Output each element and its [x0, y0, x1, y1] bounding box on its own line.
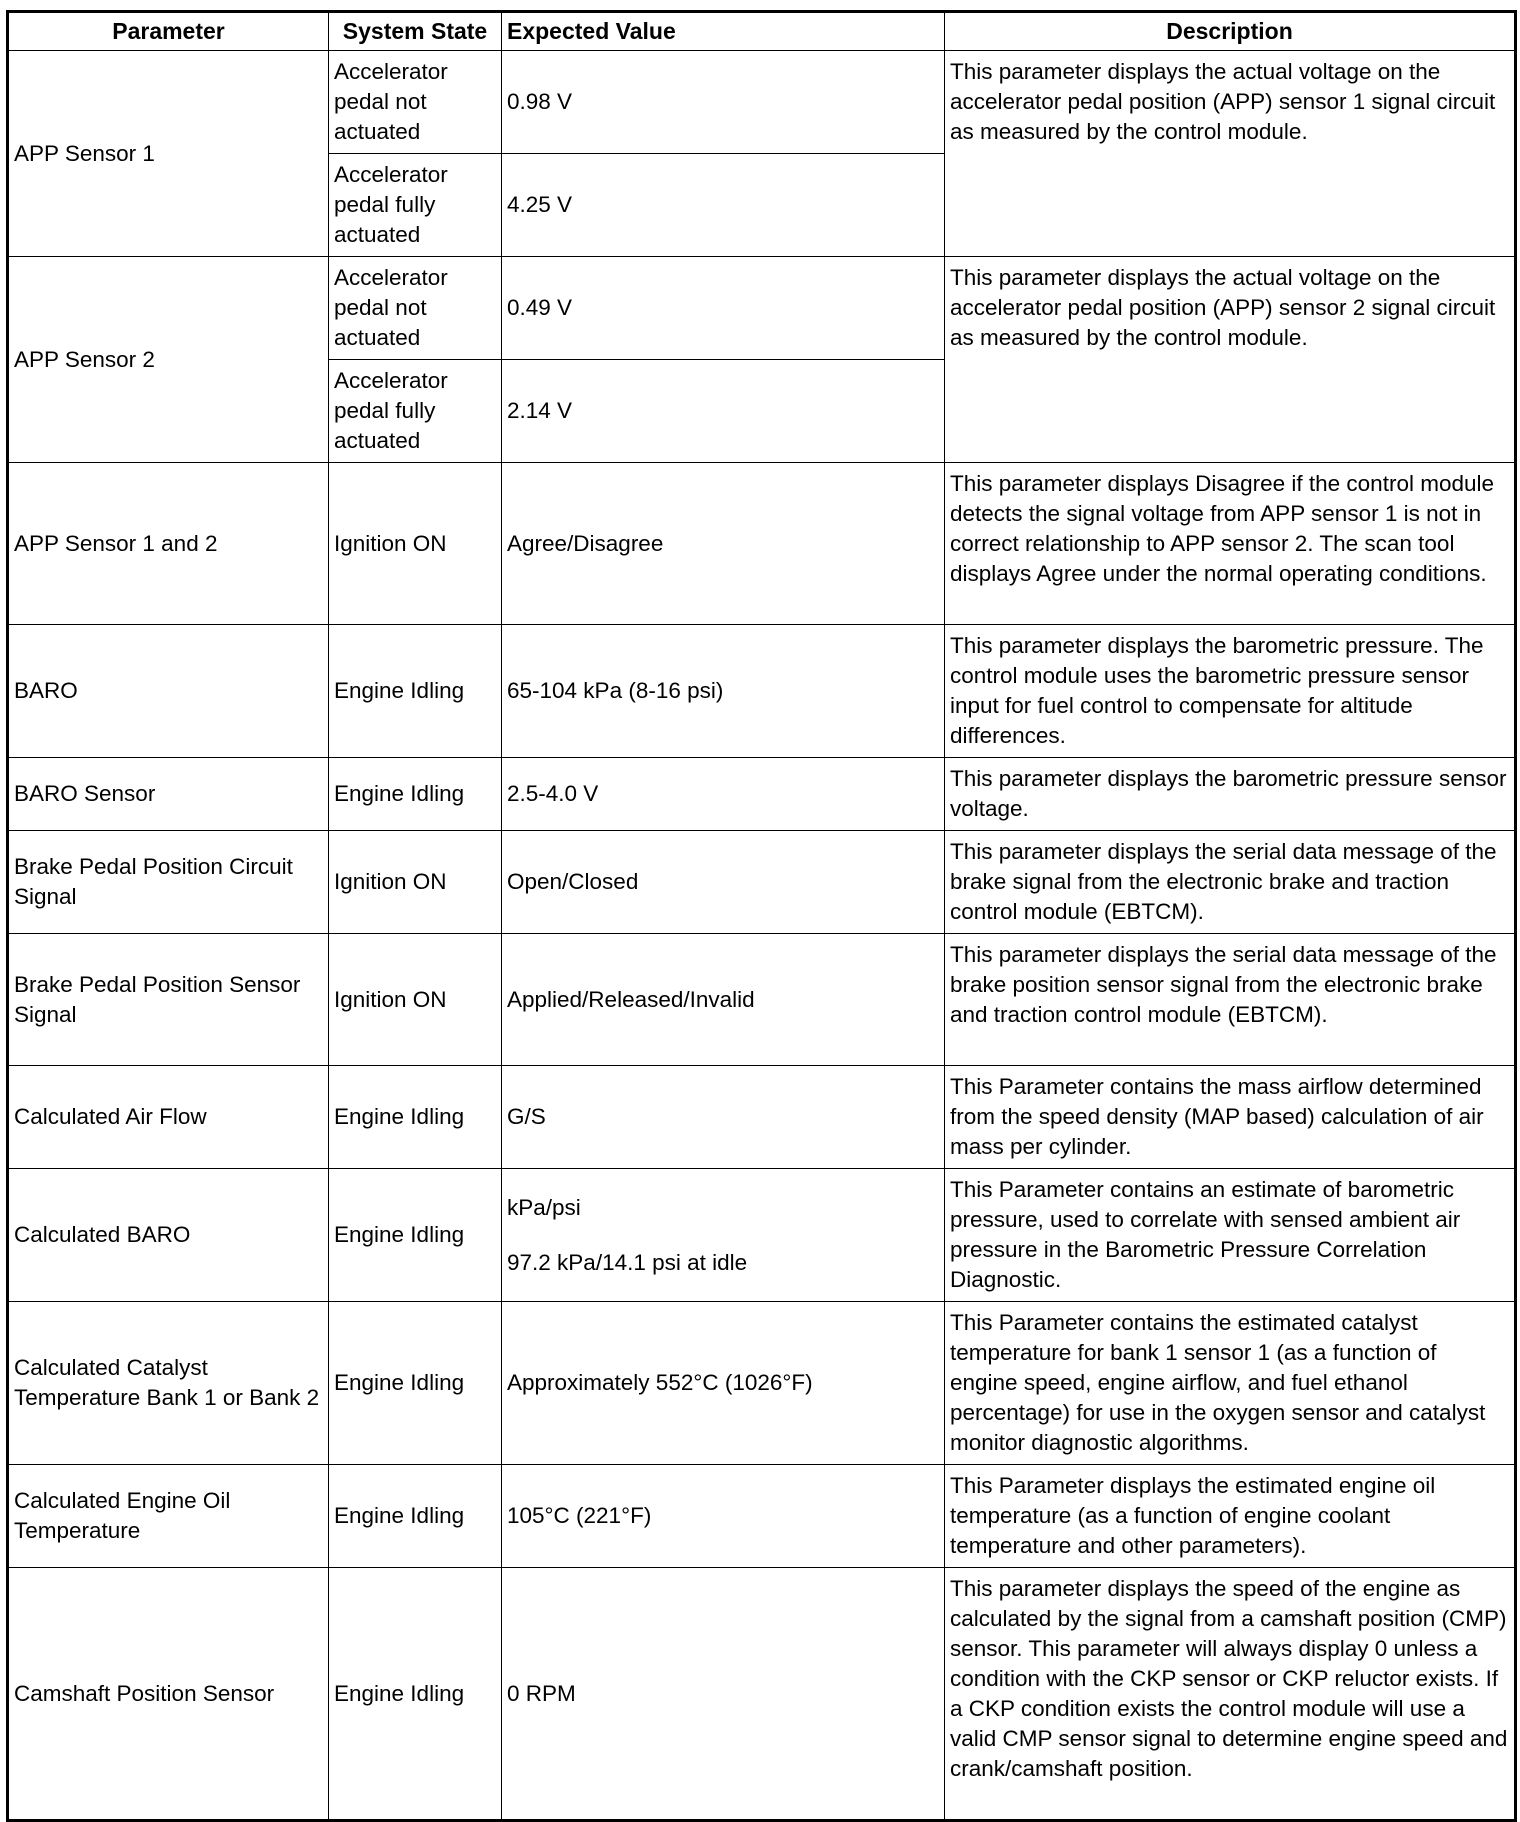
parameter-table	[6, 10, 1517, 1822]
system-state-cell: Engine Idling	[329, 758, 502, 831]
header-system-state: System State	[329, 12, 502, 51]
expected-value-cell: Applied/Released/Invalid	[502, 934, 945, 1066]
system-state-cell: Ignition ON	[329, 463, 502, 625]
description-cell: This parameter displays the barometric pressure sensor voltage.	[945, 758, 1516, 831]
system-state-cell: Engine Idling	[329, 625, 502, 758]
parameter-cell: Camshaft Position Sensor	[8, 1568, 329, 1821]
table-row	[8, 934, 1516, 1066]
parameter-cell: Brake Pedal Position Sensor Signal	[8, 934, 329, 1066]
expected-value-idle: 97.2 kPa/14.1 psi at idle	[507, 1249, 748, 1275]
description-cell: This parameter displays the serial data message of the brake position sensor signal from the electronic brake and traction control module (EBTCM).	[945, 934, 1516, 1066]
system-state-cell: Engine Idling	[329, 1568, 502, 1821]
expected-value-units: kPa/psi	[507, 1194, 581, 1220]
table-row	[8, 1465, 1516, 1568]
system-state-cell: Engine Idling	[329, 1465, 502, 1568]
system-state-cell: Engine Idling	[329, 1302, 502, 1465]
description-cell: This parameter displays the actual voltage on the accelerator pedal position (APP) sensor 2 signal circuit as measured by the control module.	[945, 257, 1516, 463]
parameter-cell: APP Sensor 1	[8, 51, 329, 257]
expected-value-cell: 65-104 kPa (8-16 psi)	[502, 625, 945, 758]
expected-value-cell: 105°C (221°F)	[502, 1465, 945, 1568]
system-state-cell: Engine Idling	[329, 1169, 502, 1302]
description-cell: This Parameter displays the estimated engine oil temperature (as a function of engine coolant temperature and other parameters).	[945, 1465, 1516, 1568]
expected-value-cell: G/S	[502, 1066, 945, 1169]
table-row	[8, 1169, 1516, 1302]
system-state-cell: Engine Idling	[329, 1066, 502, 1169]
description-cell: This Parameter contains the mass airflow determined from the speed density (MAP based) calculation of air mass per cylinder.	[945, 1066, 1516, 1169]
system-state-cell: Accelerator pedal not actuated	[329, 51, 502, 154]
description-cell: This parameter displays the actual voltage on the accelerator pedal position (APP) sensor 1 signal circuit as measured by the control module.	[945, 51, 1516, 257]
header-description: Description	[945, 12, 1516, 51]
expected-value-cell: 4.25 V	[502, 154, 945, 257]
system-state-cell: Ignition ON	[329, 831, 502, 934]
header-expected-value: Expected Value	[502, 12, 945, 51]
system-state-cell: Accelerator pedal fully actuated	[329, 154, 502, 257]
parameter-cell: BARO Sensor	[8, 758, 329, 831]
parameter-cell: APP Sensor 2	[8, 257, 329, 463]
parameter-cell: APP Sensor 1 and 2	[8, 463, 329, 625]
header-row	[8, 12, 1516, 51]
table-row	[8, 625, 1516, 758]
table-row	[8, 1066, 1516, 1169]
table-row	[8, 831, 1516, 934]
parameter-cell: Calculated Air Flow	[8, 1066, 329, 1169]
table-row	[8, 257, 1516, 360]
table-row	[8, 1568, 1516, 1821]
parameter-cell: Brake Pedal Position Circuit Signal	[8, 831, 329, 934]
expected-value-cell: 0 RPM	[502, 1568, 945, 1821]
table-row	[8, 1302, 1516, 1465]
parameter-cell: BARO	[8, 625, 329, 758]
expected-value-cell: Agree/Disagree	[502, 463, 945, 625]
system-state-cell: Accelerator pedal fully actuated	[329, 360, 502, 463]
description-cell: This parameter displays the speed of the engine as calculated by the signal from a camshaft position (CMP) sensor. This parameter will always display 0 unless a condition with the CKP sensor or CKP reluctor exists. If a CKP condition exists the control module will use a valid CMP sensor signal to determine engine speed and crank/camshaft position.	[945, 1568, 1516, 1821]
description-cell: This parameter displays the barometric pressure. The control module uses the barometric pressure sensor input for fuel control to compensate for altitude differences.	[945, 625, 1516, 758]
description-cell: This parameter displays Disagree if the control module detects the signal voltage from APP sensor 1 is not in correct relationship to APP sensor 2. The scan tool displays Agree under the normal operating conditions.	[945, 463, 1516, 625]
system-state-cell: Ignition ON	[329, 934, 502, 1066]
parameter-cell: Calculated Catalyst Temperature Bank 1 or Bank 2	[8, 1302, 329, 1465]
table-row	[8, 758, 1516, 831]
parameter-cell: Calculated BARO	[8, 1169, 329, 1302]
expected-value-cell: 0.49 V	[502, 257, 945, 360]
table-row	[8, 51, 1516, 154]
parameter-cell: Calculated Engine Oil Temperature	[8, 1465, 329, 1568]
description-cell: This Parameter contains an estimate of barometric pressure, used to correlate with sensed ambient air pressure in the Barometric Pressure Correlation Diagnostic.	[945, 1169, 1516, 1302]
expected-value-cell	[502, 1169, 945, 1302]
expected-value-cell: 2.5-4.0 V	[502, 758, 945, 831]
header-parameter: Parameter	[8, 12, 329, 51]
description-cell: This parameter displays the serial data message of the brake signal from the electronic brake and traction control module (EBTCM).	[945, 831, 1516, 934]
system-state-cell: Accelerator pedal not actuated	[329, 257, 502, 360]
table-row	[8, 463, 1516, 625]
expected-value-cell: 0.98 V	[502, 51, 945, 154]
expected-value-cell: Approximately 552°C (1026°F)	[502, 1302, 945, 1465]
expected-value-cell: 2.14 V	[502, 360, 945, 463]
expected-value-cell: Open/Closed	[502, 831, 945, 934]
description-cell: This Parameter contains the estimated catalyst temperature for bank 1 sensor 1 (as a function of engine speed, engine airflow, and fuel ethanol percentage) for use in the oxygen sensor and catalyst monitor diagnostic algorithms.	[945, 1302, 1516, 1465]
